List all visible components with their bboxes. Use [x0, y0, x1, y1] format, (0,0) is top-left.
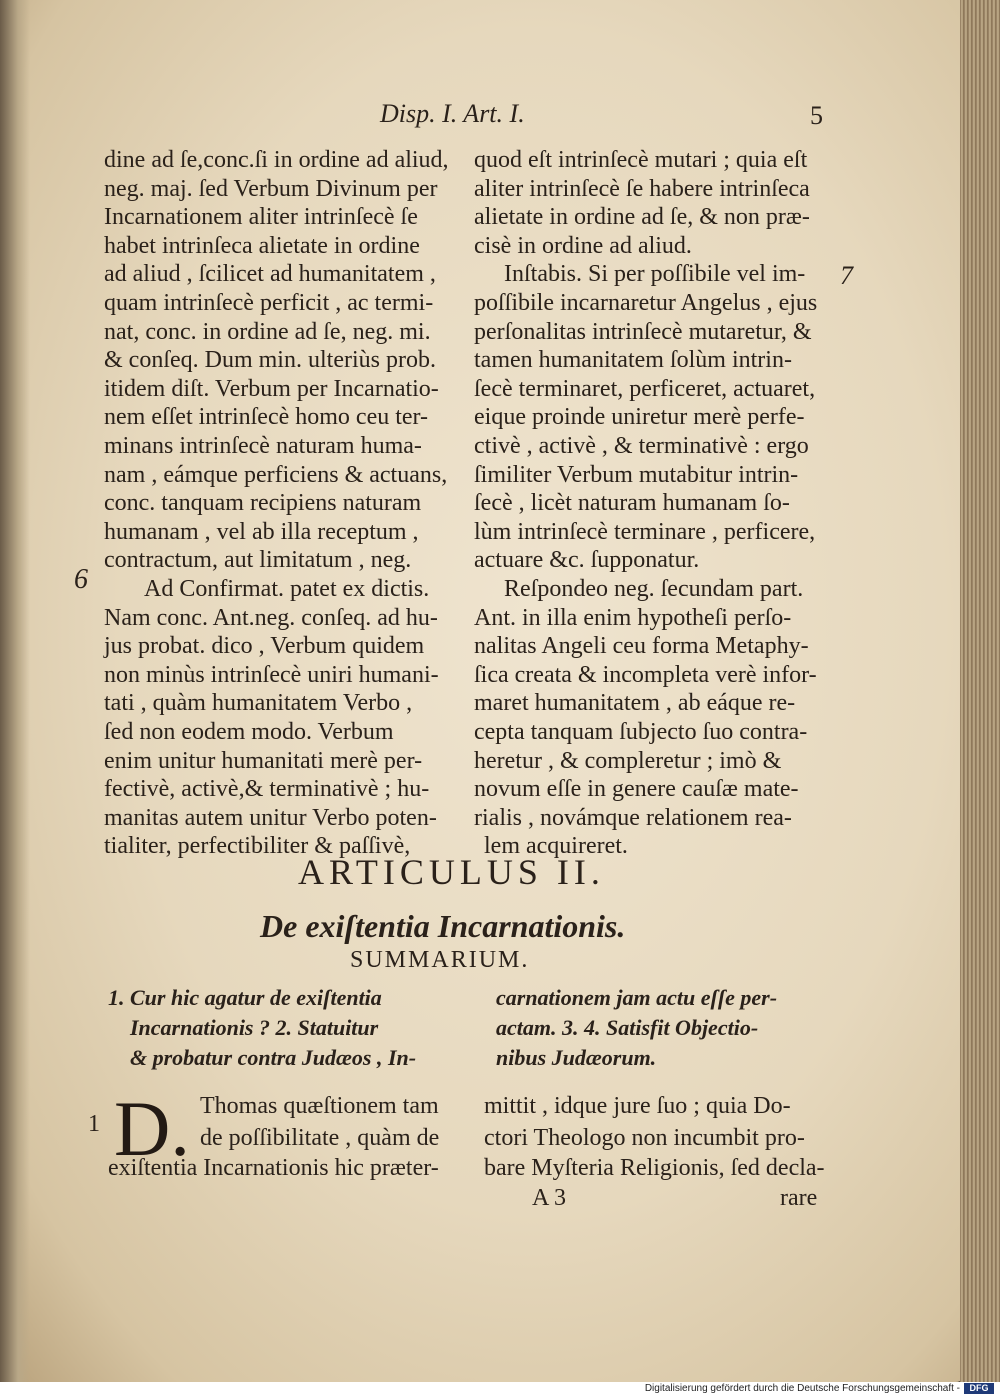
body-right-line-1: mittit , idque jure ſuo ; quia Do-	[484, 1093, 791, 1119]
left-column-line: non minùs intrinſecè uniri humani-	[104, 661, 439, 688]
right-column-line: ſica creata & incompleta verè infor-	[474, 661, 817, 688]
body-left-line-1: Thomas quæſtionem tam	[200, 1093, 439, 1119]
left-column-line: jus probat. dico , Verbum quidem	[104, 633, 425, 660]
left-column-line: neg. maj. ſed Verbum Divinum per	[104, 175, 438, 202]
right-column-line: tamen humanitatem ſolùm intrin-	[474, 347, 792, 374]
right-column-line: cisè in ordine ad aliud.	[474, 232, 692, 259]
left-column-line: Ad Confirmat. patet ex dictis.	[144, 576, 430, 602]
right-column-line: aliter intrinſecè ſe habere intrinſeca	[474, 175, 810, 202]
left-column-line: itidem diſt. Verbum per Incarnatio-	[104, 375, 439, 402]
right-column-line: ctivè , activè , & terminativè : ergo	[474, 433, 809, 459]
right-column-line: ſecè terminaret, perficeret, actuaret,	[474, 375, 816, 402]
body-left-line-3: exiſtentia Incarnationis hic præter-	[108, 1155, 439, 1181]
left-column-line: contractum, aut limitatum , neg.	[104, 547, 412, 574]
body-right-line-3: bare Myſteria Religionis, ſed decla-	[484, 1155, 825, 1181]
right-column-line: Inſtabis. Si per poſſibile vel im-	[504, 261, 806, 288]
summary-left-line: & probatur contra Judæos , In-	[130, 1045, 417, 1070]
page-edges	[960, 0, 1000, 1382]
footer-credit: Digitalisierung gefördert durch die Deutsche Forschungsgemeinschaft -	[644, 1383, 960, 1394]
left-column-line: conc. tanquam recipiens naturam	[104, 490, 422, 517]
left-column-line: enim unitur humanitati merè per-	[104, 747, 423, 774]
left-column-line: Nam conc. Ant.neg. conſeq. ad hu-	[104, 604, 438, 631]
left-column-line: ad aliud , ſcilicet ad humanitatem ,	[104, 261, 436, 288]
summary-label: SUMMARIUM.	[350, 947, 530, 973]
drop-cap: D.	[114, 1085, 190, 1172]
book-spine	[0, 0, 30, 1382]
left-column-line: ſed non eodem modo. Verbum	[104, 719, 394, 745]
left-column-line: tialiter, perfectibiliter & paſſivè,	[104, 833, 411, 860]
dfg-logo: DFG	[964, 1383, 994, 1394]
signature-mark: A 3	[532, 1185, 567, 1211]
left-column-line: dine ad ſe,conc.ſi in ordine ad aliud,	[104, 147, 449, 173]
right-column-line: maret humanitatem , ab eáque re-	[474, 690, 796, 717]
paragraph-number: 1	[88, 1111, 100, 1137]
left-column-line: manitas autem unitur Verbo poten-	[104, 804, 437, 831]
right-column-line: nalitas Angeli ceu forma Metaphy-	[474, 633, 809, 660]
body-left-line-2: de poſſibilitate , quàm de	[200, 1125, 440, 1151]
right-column-line: perſonalitas intrinſecè mutaretur, &	[474, 318, 812, 345]
left-column-line: & conſeq. Dum min. ulteriùs prob.	[104, 347, 436, 374]
left-column-line: quam intrinſecè perficit , ac termi-	[104, 290, 434, 316]
right-column-line: lem acquireret.	[484, 833, 628, 860]
right-column-line: poſſibile incarnaretur Angelus , ejus	[474, 290, 818, 316]
right-column-line: heretur , & compleretur ; imò &	[474, 747, 782, 774]
right-column-line: ſimiliter Verbum mutabitur intrin-	[474, 461, 799, 488]
left-column-line: minans intrinſecè naturam huma-	[104, 433, 422, 459]
right-column-line: actuare &c. ſupponatur.	[474, 547, 700, 574]
summary-right-line: nibus Judæorum.	[496, 1045, 657, 1070]
left-column-line: Incarnationem aliter intrinſecè ſe	[104, 204, 418, 231]
left-column-line: humanam , vel ab illa receptum ,	[104, 518, 419, 545]
article-subtitle: De exiſtentia Incarnationis.	[260, 908, 626, 944]
left-column-line: tati , quàm humanitatem Verbo ,	[104, 690, 413, 717]
margin-number-left: 6	[74, 564, 88, 595]
right-column-line: cepta tanquam ſubjecto ſuo contra-	[474, 719, 808, 745]
body-right-line-2: ctori Theologo non incumbit pro-	[484, 1125, 805, 1151]
summary-left-line: Incarnationis ? 2. Statuitur	[130, 1015, 379, 1040]
right-column-line: Reſpondeo neg. ſecundam part.	[504, 576, 804, 602]
page-number: 5	[810, 101, 823, 130]
right-column-line: novum eſſe in genere cauſæ mate-	[474, 776, 799, 803]
left-column-line: fectivè, activè,& terminativè ; hu-	[104, 776, 430, 803]
catchword: rare	[780, 1185, 818, 1211]
margin-number-right: 7	[840, 261, 853, 290]
left-column-line: nat, conc. in ordine ad ſe, neg. mi.	[104, 318, 431, 345]
summary-right-line: carnationem jam actu eſſe per-	[496, 985, 778, 1010]
summary-right-line: actam. 3. 4. Satisfit Objectio-	[496, 1015, 759, 1040]
left-column-line: nam , eámque perficiens & actuans,	[104, 461, 448, 488]
right-column-line: ſecè , licèt naturam humanam ſo-	[474, 490, 790, 517]
right-column-line: rialis , novámque relationem rea-	[474, 804, 792, 831]
article-heading: ARTICULUS II.	[298, 852, 605, 892]
right-column-line: Ant. in illa enim hypotheſi perſo-	[474, 604, 792, 631]
running-head: Disp. I. Art. I.	[380, 99, 525, 128]
right-column-line: quod eſt intrinſecè mutari ; quia eſt	[474, 147, 808, 173]
right-column-line: lùm intrinſecè terminare , perficere,	[474, 518, 816, 545]
left-column-line: nem eſſet intrinſecè homo ceu ter-	[104, 404, 429, 431]
left-column-line: habet intrinſeca alietate in ordine	[104, 232, 420, 259]
right-column-line: eique proinde uniretur merè perfe-	[474, 404, 805, 431]
right-column-line: alietate in ordine ad ſe, & non præ-	[474, 204, 810, 231]
summary-left-line: 1. Cur hic agatur de exiſtentia	[108, 985, 382, 1010]
